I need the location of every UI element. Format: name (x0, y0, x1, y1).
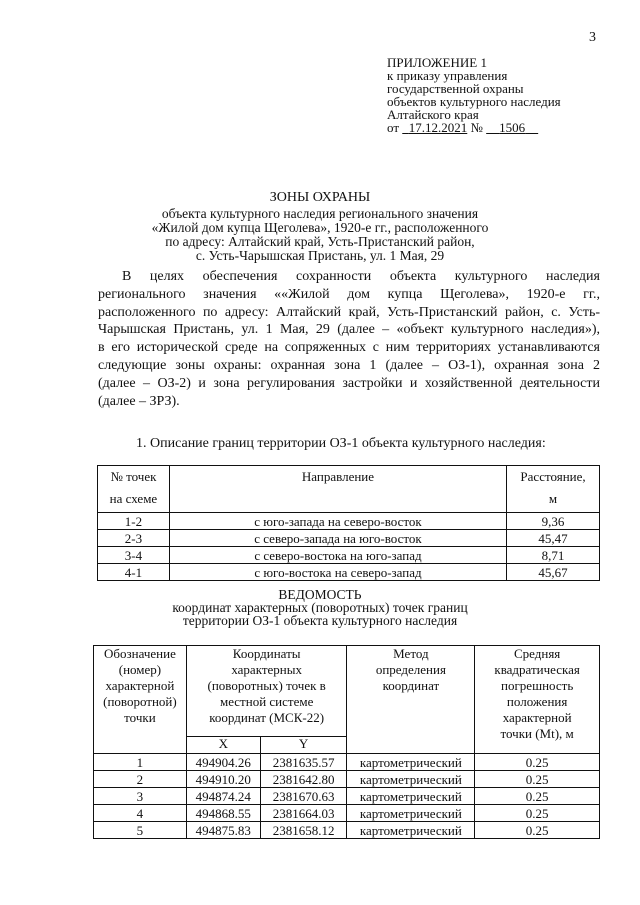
title-main: ЗОНЫ ОХРАНЫ (269, 190, 371, 205)
appendix-no: № (470, 120, 483, 135)
header-coordinates: Координаты характерных (поворотных) точек в местной системе координат (МСК-22) (186, 646, 347, 737)
intro-line: В целях обеспечения сохранности объекта культурного наследия (122, 269, 600, 284)
cell-y: 2381635.57 (260, 754, 347, 771)
cell-y: 2381670.63 (260, 788, 347, 805)
intro-line: (далее – ОЗ-2) и зона регулирования застройки и хозяйственной деятельности (98, 375, 600, 391)
cell-distance: 45,47 (507, 530, 600, 547)
appendix-line: к приказу управления (387, 68, 508, 83)
table-row (94, 822, 600, 839)
intro-paragraph (98, 268, 600, 410)
cell-method: картометрический (347, 771, 475, 788)
header-direction: Направление (169, 466, 506, 513)
appendix-line: государственной охраны (387, 81, 524, 96)
cell-direction: с северо-востока на юго-запад (169, 547, 506, 564)
intro-line: регионального значения ««Жилой дом купца Щеголева», 1920-е гг., (98, 286, 600, 302)
cell-point-id: 2 (94, 771, 187, 788)
cell-method: картометрический (347, 754, 475, 771)
header-points: № точек на схеме (98, 466, 170, 513)
header-y: Y (260, 737, 347, 754)
cell-method: картометрический (347, 822, 475, 839)
document-title (95, 191, 545, 263)
intro-line: в его исторической среде на сопряженных с ним территориях устанавливаются (98, 340, 600, 356)
table-row (94, 771, 600, 788)
cell-method: картометрический (347, 805, 475, 822)
cell-point-id: 5 (94, 822, 187, 839)
appendix-ot: от (387, 120, 400, 135)
title-line: с. Усть-Чарышская Пристань, ул. 1 Мая, 29 (195, 248, 445, 263)
cell-point-id: 4 (94, 805, 187, 822)
cell-error: 0.25 (475, 754, 600, 771)
coordinates-table (93, 645, 600, 839)
cell-direction: с юго-востока на северо-запад (169, 564, 506, 581)
cell-points: 3-4 (98, 547, 170, 564)
table-row (94, 788, 600, 805)
appendix-number: 1506 (499, 120, 526, 135)
cell-point-id: 1 (94, 754, 187, 771)
statement-title (95, 588, 545, 627)
cell-point-id: 3 (94, 788, 187, 805)
table-row (98, 547, 600, 564)
statement-heading: ВЕДОМОСТЬ (278, 587, 362, 602)
cell-direction: с северо-запада на юго-восток (169, 530, 506, 547)
table-row (98, 564, 600, 581)
page-number: 3 (589, 30, 596, 45)
table-row (98, 513, 600, 530)
cell-distance: 9,36 (507, 513, 600, 530)
appendix-date: 17.12.2021 (408, 120, 468, 135)
appendix-line: Алтайского края (387, 107, 479, 122)
cell-error: 0.25 (475, 822, 600, 839)
cell-error: 0.25 (475, 788, 600, 805)
cell-distance: 8,71 (507, 547, 600, 564)
statement-line: территории ОЗ-1 объекта культурного наследия (182, 613, 458, 628)
cell-x: 494910.20 (186, 771, 260, 788)
table-header-row (94, 646, 600, 737)
header-distance: Расстояние, м (507, 466, 600, 513)
cell-points: 2-3 (98, 530, 170, 547)
cell-x: 494904.26 (186, 754, 260, 771)
cell-x: 494874.24 (186, 788, 260, 805)
header-method: Метод определения координат (347, 646, 475, 754)
table-row (94, 754, 600, 771)
statement-line: координат характерных (поворотных) точек границ (172, 600, 468, 615)
table-row (98, 530, 600, 547)
appendix-block (387, 56, 627, 134)
cell-direction: с юго-запада на северо-восток (169, 513, 506, 530)
cell-y: 2381658.12 (260, 822, 347, 839)
appendix-date-line (387, 121, 627, 134)
cell-y: 2381664.03 (260, 805, 347, 822)
cell-y: 2381642.80 (260, 771, 347, 788)
title-line: объекта культурного наследия регионального значения (161, 206, 479, 221)
intro-line: (далее – ЗРЗ). (98, 393, 180, 409)
cell-points: 1-2 (98, 513, 170, 530)
intro-line: расположенного по адресу: Алтайский край, Усть-Пристанский район, с. Усть- (98, 304, 600, 320)
title-line: по адресу: Алтайский край, Усть-Пристанский район, (165, 234, 475, 249)
boundary-table (97, 465, 600, 581)
section-heading: 1. Описание границ территории ОЗ-1 объекта культурного наследия: (136, 436, 546, 451)
cell-points: 4-1 (98, 564, 170, 581)
header-point-id: Обозначение (номер) характерной (поворотной) точки (94, 646, 187, 754)
appendix-line: объектов культурного наследия (387, 94, 561, 109)
title-line: «Жилой дом купца Щеголева», 1920-е гг., расположенного (151, 220, 489, 235)
header-error: Средняя квадратическая погрешность положения характерной точки (Mt), м (475, 646, 600, 754)
header-x: X (186, 737, 260, 754)
cell-method: картометрический (347, 788, 475, 805)
cell-error: 0.25 (475, 771, 600, 788)
cell-distance: 45,67 (507, 564, 600, 581)
intro-line: следующие зоны охраны: охранная зона 1 (далее – ОЗ-1), охранная зона 2 (98, 357, 600, 373)
appendix-title: ПРИЛОЖЕНИЕ 1 (387, 55, 487, 70)
cell-x: 494875.83 (186, 822, 260, 839)
table-header-row (98, 466, 600, 513)
cell-error: 0.25 (475, 805, 600, 822)
cell-x: 494868.55 (186, 805, 260, 822)
table-row (94, 805, 600, 822)
intro-line: Чарышская Пристань, ул. 1 Мая, 29 (далее – «объект культурного наследия»), (98, 322, 600, 338)
